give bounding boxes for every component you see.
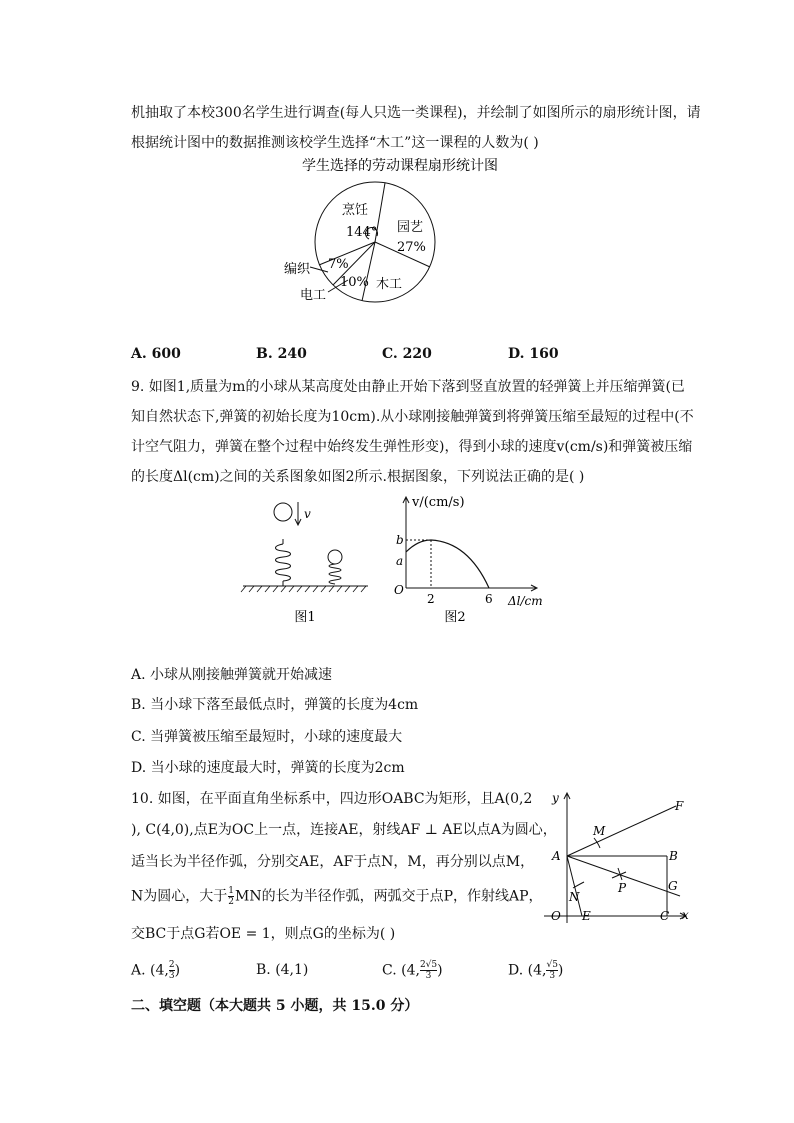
- q10-line-4: [131, 886, 543, 907]
- axis-y-label: y: [552, 791, 559, 805]
- q10-line-4-end: MN的长为半径作弧，两弧交于点P，作射线AP，: [234, 888, 543, 905]
- q9-option-d: D. 当小球的速度最大时，弹簧的长度为2cm: [131, 760, 405, 776]
- point-P-label: P: [618, 881, 627, 895]
- q9-option-a: A. 小球从刚接触弹簧就开始减速: [131, 667, 333, 683]
- q8-option-b: B. 240: [256, 346, 307, 362]
- q8-option-a: A. 600: [131, 346, 181, 362]
- q10-option-d: D. (4, $\frac{√5}{3}$ ): [508, 960, 564, 981]
- pie-label-gardening-pct: 27%: [397, 240, 426, 255]
- q10-option-b: B. (4,1): [256, 962, 309, 978]
- fraction-one-half: $\frac{1}{2}$: [228, 886, 234, 907]
- point-A-label: A: [552, 849, 561, 863]
- figure-2-caption: 图2: [444, 610, 466, 625]
- q9-line-1: 9. 如图1,质量为m的小球从某高度处由静止开始下落到竖直放置的轻弹簧上并压缩弹簧(已: [131, 379, 685, 395]
- pie-label-weaving: 编织: [284, 262, 311, 277]
- point-E-label: E: [582, 909, 591, 923]
- velocity-graph-figure-2: [388, 490, 553, 634]
- point-C-label: C: [660, 909, 670, 923]
- point-B-label: B: [669, 849, 678, 863]
- q10-line-5: 交BC于点G若OE = 1，则点G的坐标为( ): [131, 926, 396, 942]
- graph-x-tick-2: 2: [427, 592, 435, 606]
- pie-chart-title: 学生选择的劳动课程扇形统计图: [302, 158, 498, 174]
- graph-y-label: v/(cm/s): [412, 495, 465, 510]
- velocity-label: v: [304, 507, 311, 521]
- graph-a-label: a: [396, 554, 404, 568]
- graph-x-tick-6: 6: [485, 592, 493, 606]
- q9-line-2: 知自然状态下,弹簧的初始长度为10cm).从小球刚接触弹簧到将弹簧压缩至最短的过程中(不: [131, 409, 694, 425]
- q10-line-3: 适当长为半径作弧，分别交AE，AF于点N，M，再分别以点M，: [131, 854, 535, 870]
- graph-b-label: b: [396, 533, 404, 547]
- q10-line-1: 10. 如图，在平面直角坐标系中，四边形OABC为矩形，且A(0,2: [131, 791, 533, 807]
- q8-line-2: 根据统计图中的数据推测该校学生选择“木工”这一课程的人数为( ): [131, 135, 539, 151]
- q9-line-3: 计空气阻力，弹簧在整个过程中始终发生弹性形变)，得到小球的速度v(cm/s)和弹簧被压缩: [131, 439, 693, 455]
- q8-option-c: C. 220: [382, 346, 432, 362]
- q9-option-b: B. 当小球下落至最低点时，弹簧的长度为4cm: [131, 697, 419, 713]
- graph-x-label: Δl/cm: [508, 594, 543, 608]
- section-2-header: 二、填空题（本大题共 5 小题，共 15.0 分）: [131, 998, 419, 1014]
- axis-x-label: x: [682, 908, 689, 922]
- point-O-label: O: [551, 909, 561, 923]
- q10-option-c: C. (4, $\frac{2√5}{3}$ ): [382, 960, 443, 981]
- point-N-label: N: [569, 890, 580, 904]
- figure-1-caption: 图1: [294, 610, 316, 625]
- q10-option-a: A. (4, $\frac{2}{3}$ ): [131, 960, 181, 981]
- pie-label-electrician-pct: 10%: [340, 275, 369, 290]
- pie-label-gardening: 园艺: [397, 220, 424, 235]
- pie-label-electrician: 电工: [300, 288, 327, 303]
- point-M-label: M: [593, 824, 606, 838]
- point-G-label: G: [668, 879, 678, 893]
- q8-option-d: D. 160: [508, 346, 559, 362]
- pie-label-cooking-angle: 144°: [346, 225, 378, 240]
- q9-line-4: 的长度Δl(cm)之间的关系图象如图2所示.根据图象，下列说法正确的是( ): [131, 469, 585, 485]
- pie-chart-figure: [270, 152, 530, 316]
- q10-line-2: ), C(4,0),点E为OC上一点，连接AE，射线AF ⊥ AE以点A为圆心，: [131, 822, 557, 838]
- coordinate-figure: [536, 788, 696, 932]
- pie-label-weaving-pct: 7%: [328, 257, 349, 272]
- point-F-label: F: [675, 799, 684, 813]
- q10-line-4-start: N为圆心，大于: [131, 888, 228, 905]
- graph-origin-label: O: [394, 583, 404, 597]
- pie-label-woodwork: 木工: [376, 277, 403, 292]
- spring-figure-1: [238, 494, 373, 633]
- q9-option-c: C. 当弹簧被压缩至最短时，小球的速度最大: [131, 729, 403, 745]
- pie-label-cooking: 烹饪: [342, 203, 369, 218]
- q8-line-1: 机抽取了本校300名学生进行调查(每人只选一类课程)，并绘制了如图所示的扇形统计图，请: [131, 105, 701, 121]
